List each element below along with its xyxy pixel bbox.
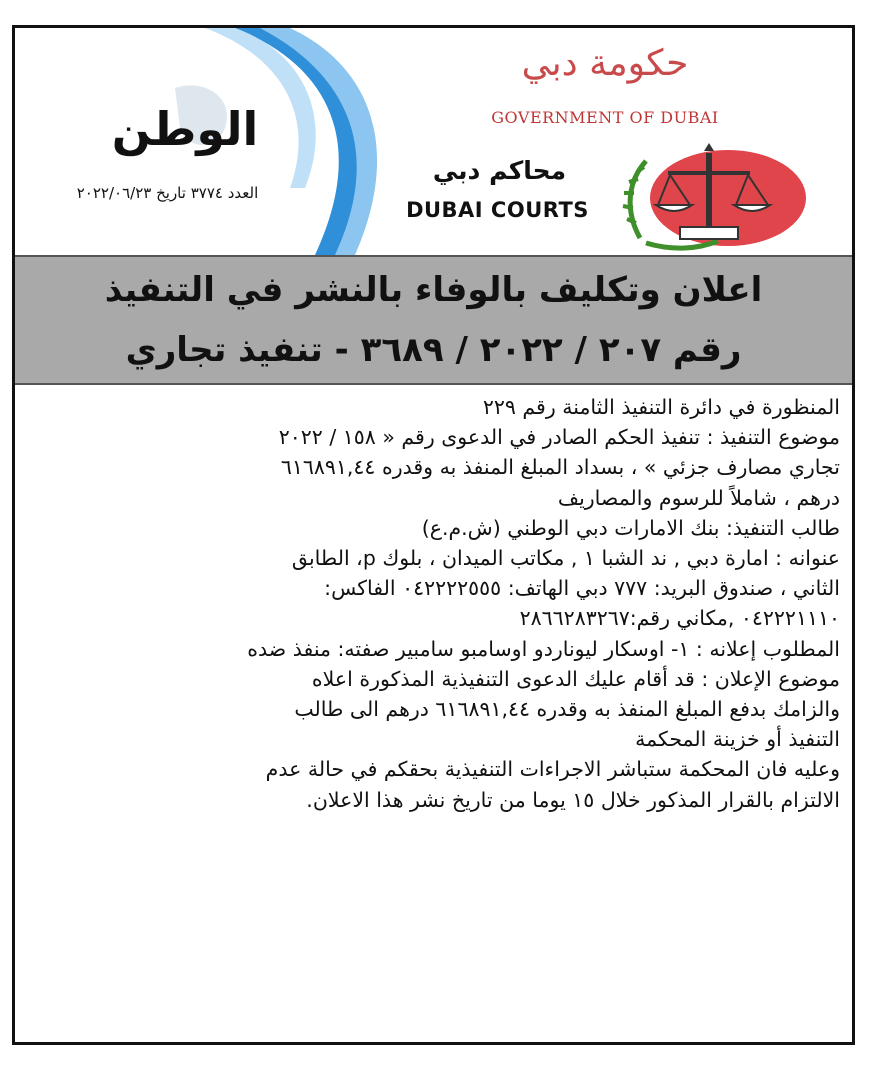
- body-line: تجاري مصارف جزئي » ، بسداد المبلغ المنفذ به وقدره ٦١٦٨٩١,٤٤: [280, 455, 840, 480]
- body-line: وعليه فان المحكمة ستباشر الاجراءات التنفيذية بحقكم في حالة عدم: [265, 757, 840, 782]
- body-line: ٠٤٢٢٢١١١٠ ,مكاني رقم:٢٨٦٦٢٨٣٢٦٧: [519, 606, 840, 631]
- title-line-2: رقم ٢٠٧ / ٢٠٢٢ / ٣٦٨٩ - تنفيذ تجاري: [125, 330, 742, 370]
- dubai-courts-arabic: محاكم دبي: [432, 156, 567, 185]
- body-line: موضوع الإعلان : قد أقام عليك الدعوى التنفيذية المذكورة اعلاه: [311, 666, 840, 691]
- body-line: التنفيذ أو خزينة المحكمة: [635, 727, 840, 752]
- notice-body: [27, 392, 840, 815]
- body-line: عنوانه : امارة دبي , ند الشبا ١ , مكاتب الميدان ، بلوك p، الطابق: [291, 546, 840, 571]
- issue-date-line: العدد ٣٧٧٤ تاريخ ٢٠٢٢/٠٦/٢٣: [76, 184, 259, 202]
- government-of-dubai-arabic-logo: حكومة دبي: [521, 43, 689, 84]
- body-line: درهم ، شاملاً للرسوم والمصاريف: [557, 485, 840, 510]
- notice-frame: [12, 25, 855, 1045]
- body-line: موضوع التنفيذ : تنفيذ الحكم الصادر في الدعوى رقم « ١٥٨ / ٢٠٢٢: [278, 425, 840, 450]
- newspaper-name: الوطن: [111, 102, 259, 156]
- body-line: الثاني ، صندوق البريد: ٧٧٧ دبي الهاتف: ٠٤٢٢٢٢٥٥٥ الفاكس:: [324, 576, 840, 601]
- title-banner: [15, 255, 852, 385]
- body-line: طالب التنفيذ: بنك الامارات دبي الوطني (ش.م.ع): [421, 515, 840, 540]
- notice-header: [15, 28, 852, 255]
- body-line: الالتزام بالقرار المذكور خلال ١٥ يوما من تاريخ نشر هذا الاعلان.: [306, 787, 840, 812]
- body-line: المطلوب إعلانه : ١- اوسكار ليوناردو اوسامبو سامبير صفته: منفذ ضده: [247, 636, 840, 661]
- title-line-1: اعلان وتكليف بالوفاء بالنشر في التنفيذ: [104, 270, 763, 310]
- body-line: المنظورة في دائرة التنفيذ الثامنة رقم ٢٢٩: [482, 395, 840, 419]
- dubai-courts-english: DUBAI COURTS: [406, 198, 589, 222]
- body-line: والزامك بدفع المبلغ المنفذ به وقدره ٦١٦٨٩١,٤٤ درهم الى طالب: [294, 697, 840, 722]
- dubai-courts-scales-emblem-icon: [618, 143, 808, 253]
- government-of-dubai-english: GOVERNMENT OF DUBAI: [491, 108, 719, 127]
